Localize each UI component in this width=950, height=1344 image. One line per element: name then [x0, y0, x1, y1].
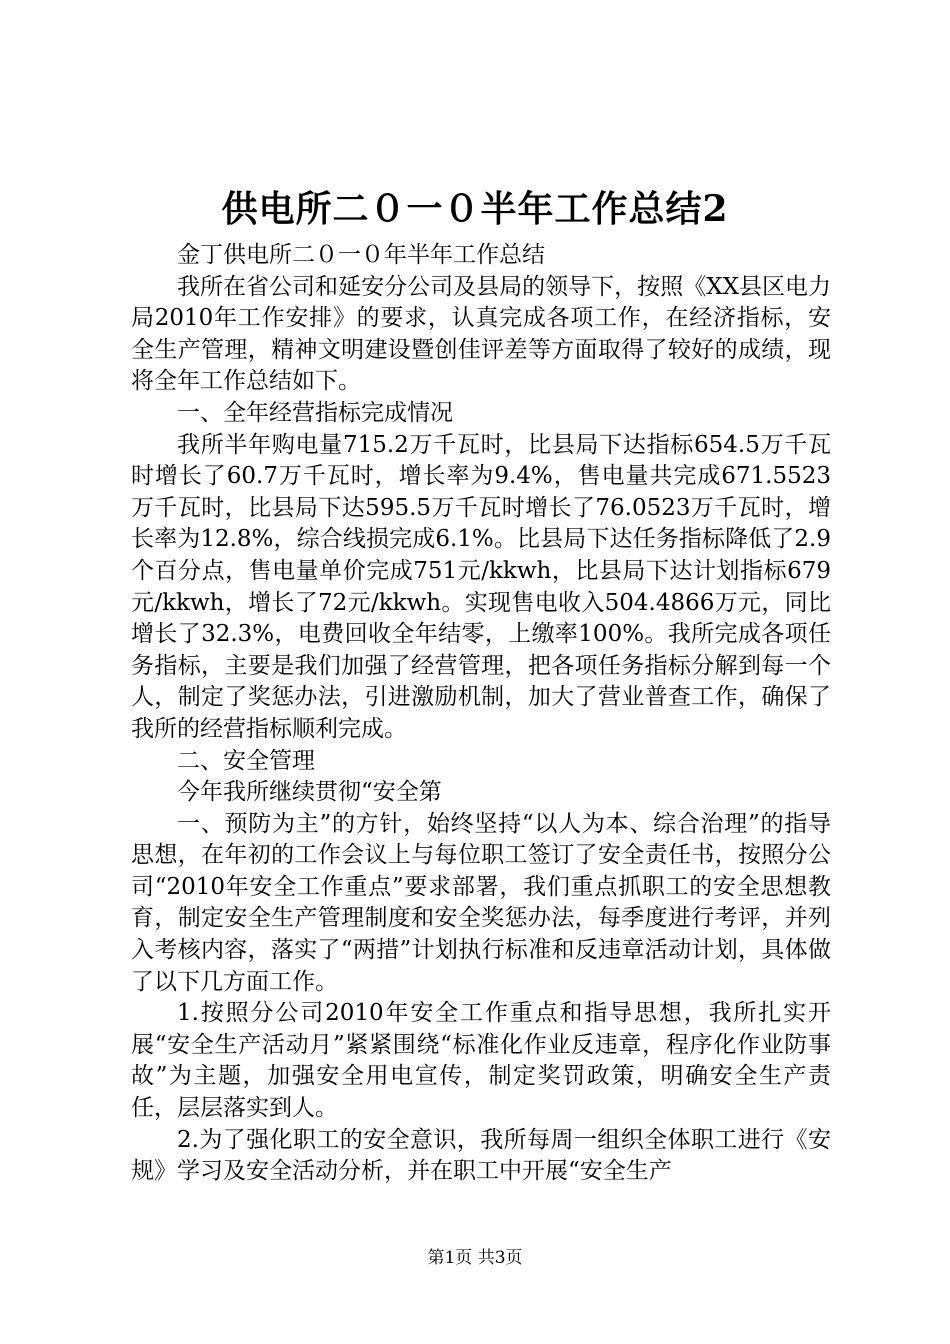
safety-policy-paragraph: 一、预防为主”的方针，始终坚持“以人为本、综合治理”的指导思想，在年初的工作会议上与每位职工签订了安全责任书，按照分公司“2010年安全工作重点”要求部署，我们重点抓职工的安全思想教育，制定安全生产管理制度和安全奖惩办法，每季度进行考评，并列入考核内容，落实了“两措”计划执行标准和反违章活动计划，具体做了以下几方面工作。	[131, 810, 831, 995]
document-body	[131, 240, 831, 1188]
page-footer: 第1页 共3页	[427, 1248, 523, 1268]
section-heading-safety: 二、安全管理	[177, 747, 315, 774]
document-title: 供电所二０一０半年工作总结2	[221, 188, 729, 230]
safety-intro-paragraph: 今年我所继续贯彻“安全第	[177, 779, 442, 806]
safety-item-1-paragraph: 1.按照分公司2010年安全工作重点和指导思想，我所扎实开展“安全生产活动月”紧紧围绕“标准化作业反违章，程序化作业防事故”为主题，加强安全用电宣传，制定奖罚政策，明确安全生产责任，层层落实到人。	[131, 1000, 831, 1122]
safety-item-2-paragraph: 2.为了强化职工的安全意识，我所每周一组织全体职工进行《安规》学习及安全活动分析，并在职工中开展“安全生产	[131, 1126, 831, 1185]
section-heading-operations: 一、全年经营指标完成情况	[177, 399, 453, 426]
operations-paragraph: 我所半年购电量715.2万千瓦时，比县局下达指标654.5万千瓦时增长了60.7万千瓦时，增长率为9.4%，售电量共完成671.5523万千瓦时，比县局下达595.5万千瓦时增长了76.0523万千瓦时，增长率为12.8%，综合线损完成6.1%。比县局下达任务指标降低了2.9个百分点，售电量单价完成751元/kkwh，比县局下达计划指标679元/kkwh，增长了72元/kkwh。实现售电收入504.4866万元，同比增长了32.3%，电费回收全年结零，上缴率100%。我所完成各项任务指标，主要是我们加强了经营管理，把各项任务指标分解到每一个人，制定了奖惩办法，引进激励机制，加大了营业普查工作，确保了我所的经营指标顺利完成。	[131, 431, 831, 742]
intro-paragraph: 我所在省公司和延安分公司及县局的领导下，按照《XX县区电力局2010年工作安排》的要求，认真完成各项工作，在经济指标，安全生产管理，精神文明建设暨创佳评差等方面取得了较好的成绩，现将全年工作总结如下。	[131, 273, 831, 395]
subtitle-paragraph: 金丁供电所二０一０年半年工作总结	[177, 242, 545, 268]
